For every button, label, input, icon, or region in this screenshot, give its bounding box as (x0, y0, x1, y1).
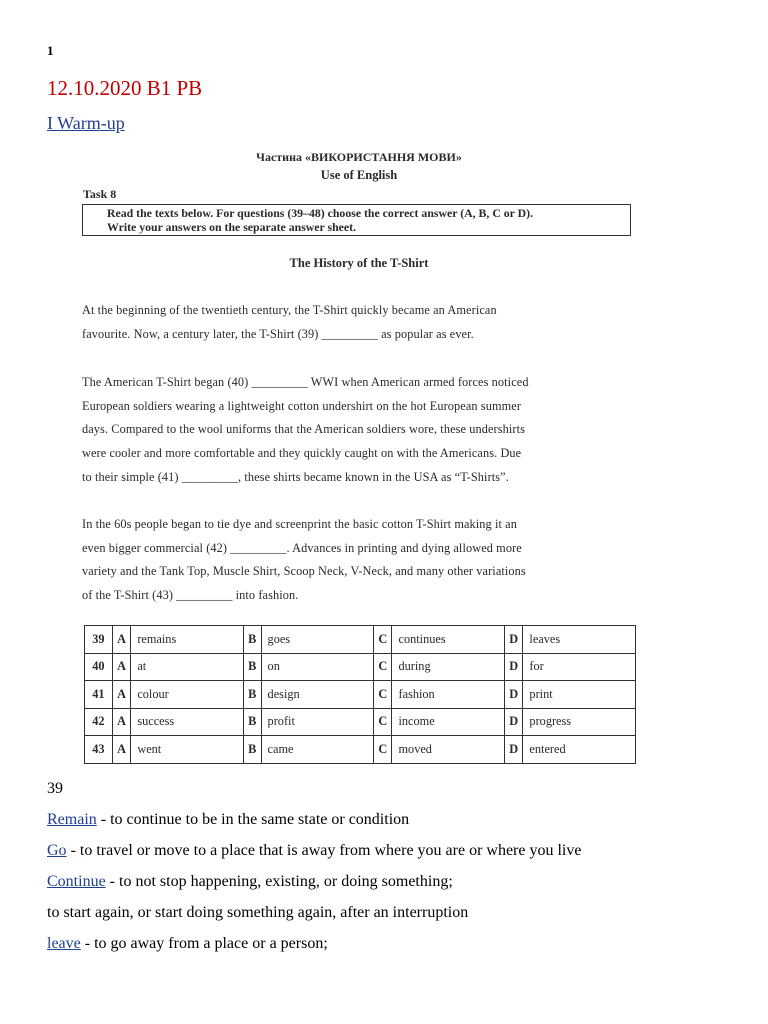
option-c: during (392, 653, 504, 681)
table-row (85, 736, 636, 764)
definition-term-link[interactable]: Go (47, 842, 67, 859)
question-label: 39 (47, 780, 63, 797)
option-letter: D (504, 708, 522, 736)
definition-line (47, 904, 468, 922)
paragraph-line: to their simple (41) _________, these shirts became known in the USA as “T-Shirts”. (82, 469, 509, 484)
page-title: 12.10.2020 B1 PB (47, 76, 203, 100)
paragraph (82, 371, 636, 490)
option-b: profit (261, 708, 373, 736)
definition-text: - to not stop happening, existing, or doing something; (105, 873, 453, 890)
question-number: 40 (85, 653, 113, 681)
text-title: The History of the T-Shirt (289, 256, 429, 270)
definition-text: - to travel or move to a place that is away from where you are or where you live (66, 842, 582, 859)
definition-term-link[interactable]: Remain (47, 811, 97, 828)
definition-term-link[interactable]: Continue (47, 873, 106, 890)
task-label: Task 8 (83, 187, 117, 201)
option-letter: A (112, 736, 130, 764)
paragraph-line: favourite. Now, a century later, the T-Shirt (39) _________ as popular as ever. (82, 326, 474, 341)
table-row (85, 708, 636, 736)
option-b: came (261, 736, 373, 764)
answer-options-table (84, 625, 636, 764)
definition-line (47, 842, 581, 860)
option-c: moved (392, 736, 504, 764)
question-number: 39 (85, 626, 113, 654)
option-letter: A (112, 653, 130, 681)
option-a: success (131, 708, 243, 736)
option-d: for (523, 653, 636, 681)
option-letter: B (243, 681, 261, 709)
option-letter: B (243, 653, 261, 681)
page-number: 1 (47, 43, 54, 58)
option-d: leaves (523, 626, 636, 654)
definition-text: - to go away from a place or a person; (80, 935, 328, 952)
paragraph (82, 513, 636, 608)
definition-line (47, 935, 328, 953)
definition-line (47, 873, 453, 891)
option-b: design (261, 681, 373, 709)
option-b: goes (261, 626, 373, 654)
option-letter: B (243, 708, 261, 736)
option-letter: D (504, 653, 522, 681)
option-letter: C (374, 681, 392, 709)
option-letter: D (504, 681, 522, 709)
paragraph-line: days. Compared to the wool uniforms that the American soldiers wore, these undershirts (82, 422, 525, 437)
option-d: entered (523, 736, 636, 764)
exam-scan (82, 150, 636, 770)
instruction-line: Write your answers on the separate answer sheet. (107, 220, 357, 234)
definition-term-link[interactable]: leave (47, 935, 81, 952)
instruction-line: Read the texts below. For questions (39–48) choose the correct answer (A, B, C or D). (107, 206, 534, 220)
option-letter: C (374, 708, 392, 736)
definition-text: - to continue to be in the same state or condition (96, 811, 410, 828)
option-a: at (131, 653, 243, 681)
definition-text: to start again, or start doing something again, after an interruption (47, 904, 469, 921)
option-a: colour (131, 681, 243, 709)
paragraph-line: At the beginning of the twentieth century, the T-Shirt quickly became an American (82, 303, 497, 317)
option-letter: D (504, 626, 522, 654)
paragraph-line: In the 60s people began to tie dye and screenprint the basic cotton T-Shirt making it an (82, 517, 517, 531)
paragraph-line: variety and the Tank Top, Muscle Shirt, Scoop Neck, V-Neck, and many other variations (82, 564, 526, 579)
table-row (85, 626, 636, 654)
question-number: 41 (85, 681, 113, 709)
option-letter: A (112, 681, 130, 709)
paragraph-line: European soldiers wearing a lightweight cotton undershirt on the hot European summer (82, 398, 522, 413)
option-letter: C (374, 626, 392, 654)
option-letter: C (374, 736, 392, 764)
option-letter: C (374, 653, 392, 681)
option-a: remains (131, 626, 243, 654)
option-letter: A (112, 626, 130, 654)
option-c: continues (392, 626, 504, 654)
instructions-box (82, 204, 631, 236)
exam-part-heading: Частина «ВИКОРИСТАННЯ МОВИ» (256, 150, 462, 164)
option-c: fashion (392, 681, 504, 709)
section-link-warm-up[interactable]: I Warm-up (47, 113, 125, 133)
option-d: progress (523, 708, 636, 736)
option-letter: B (243, 736, 261, 764)
table-row (85, 653, 636, 681)
paragraph-line: even bigger commercial (42) _________. Advances in printing and dying allowed more (82, 540, 522, 555)
option-d: print (523, 681, 636, 709)
paragraph-line: were cooler and more comfortable and they quickly caught on with the Americans. Due (82, 446, 522, 461)
paragraph-line: of the T-Shirt (43) _________ into fashion. (82, 588, 299, 603)
option-letter: D (504, 736, 522, 764)
option-c: income (392, 708, 504, 736)
definition-line (47, 811, 409, 829)
question-number: 42 (85, 708, 113, 736)
option-letter: A (112, 708, 130, 736)
option-b: on (261, 653, 373, 681)
paragraph-line: The American T-Shirt began (40) _________ WWI when American armed forces noticed (82, 375, 529, 389)
exam-subtitle: Use of English (320, 168, 398, 182)
paragraph (82, 299, 636, 346)
question-number: 43 (85, 736, 113, 764)
table-row (85, 681, 636, 709)
option-letter: B (243, 626, 261, 654)
option-a: went (131, 736, 243, 764)
